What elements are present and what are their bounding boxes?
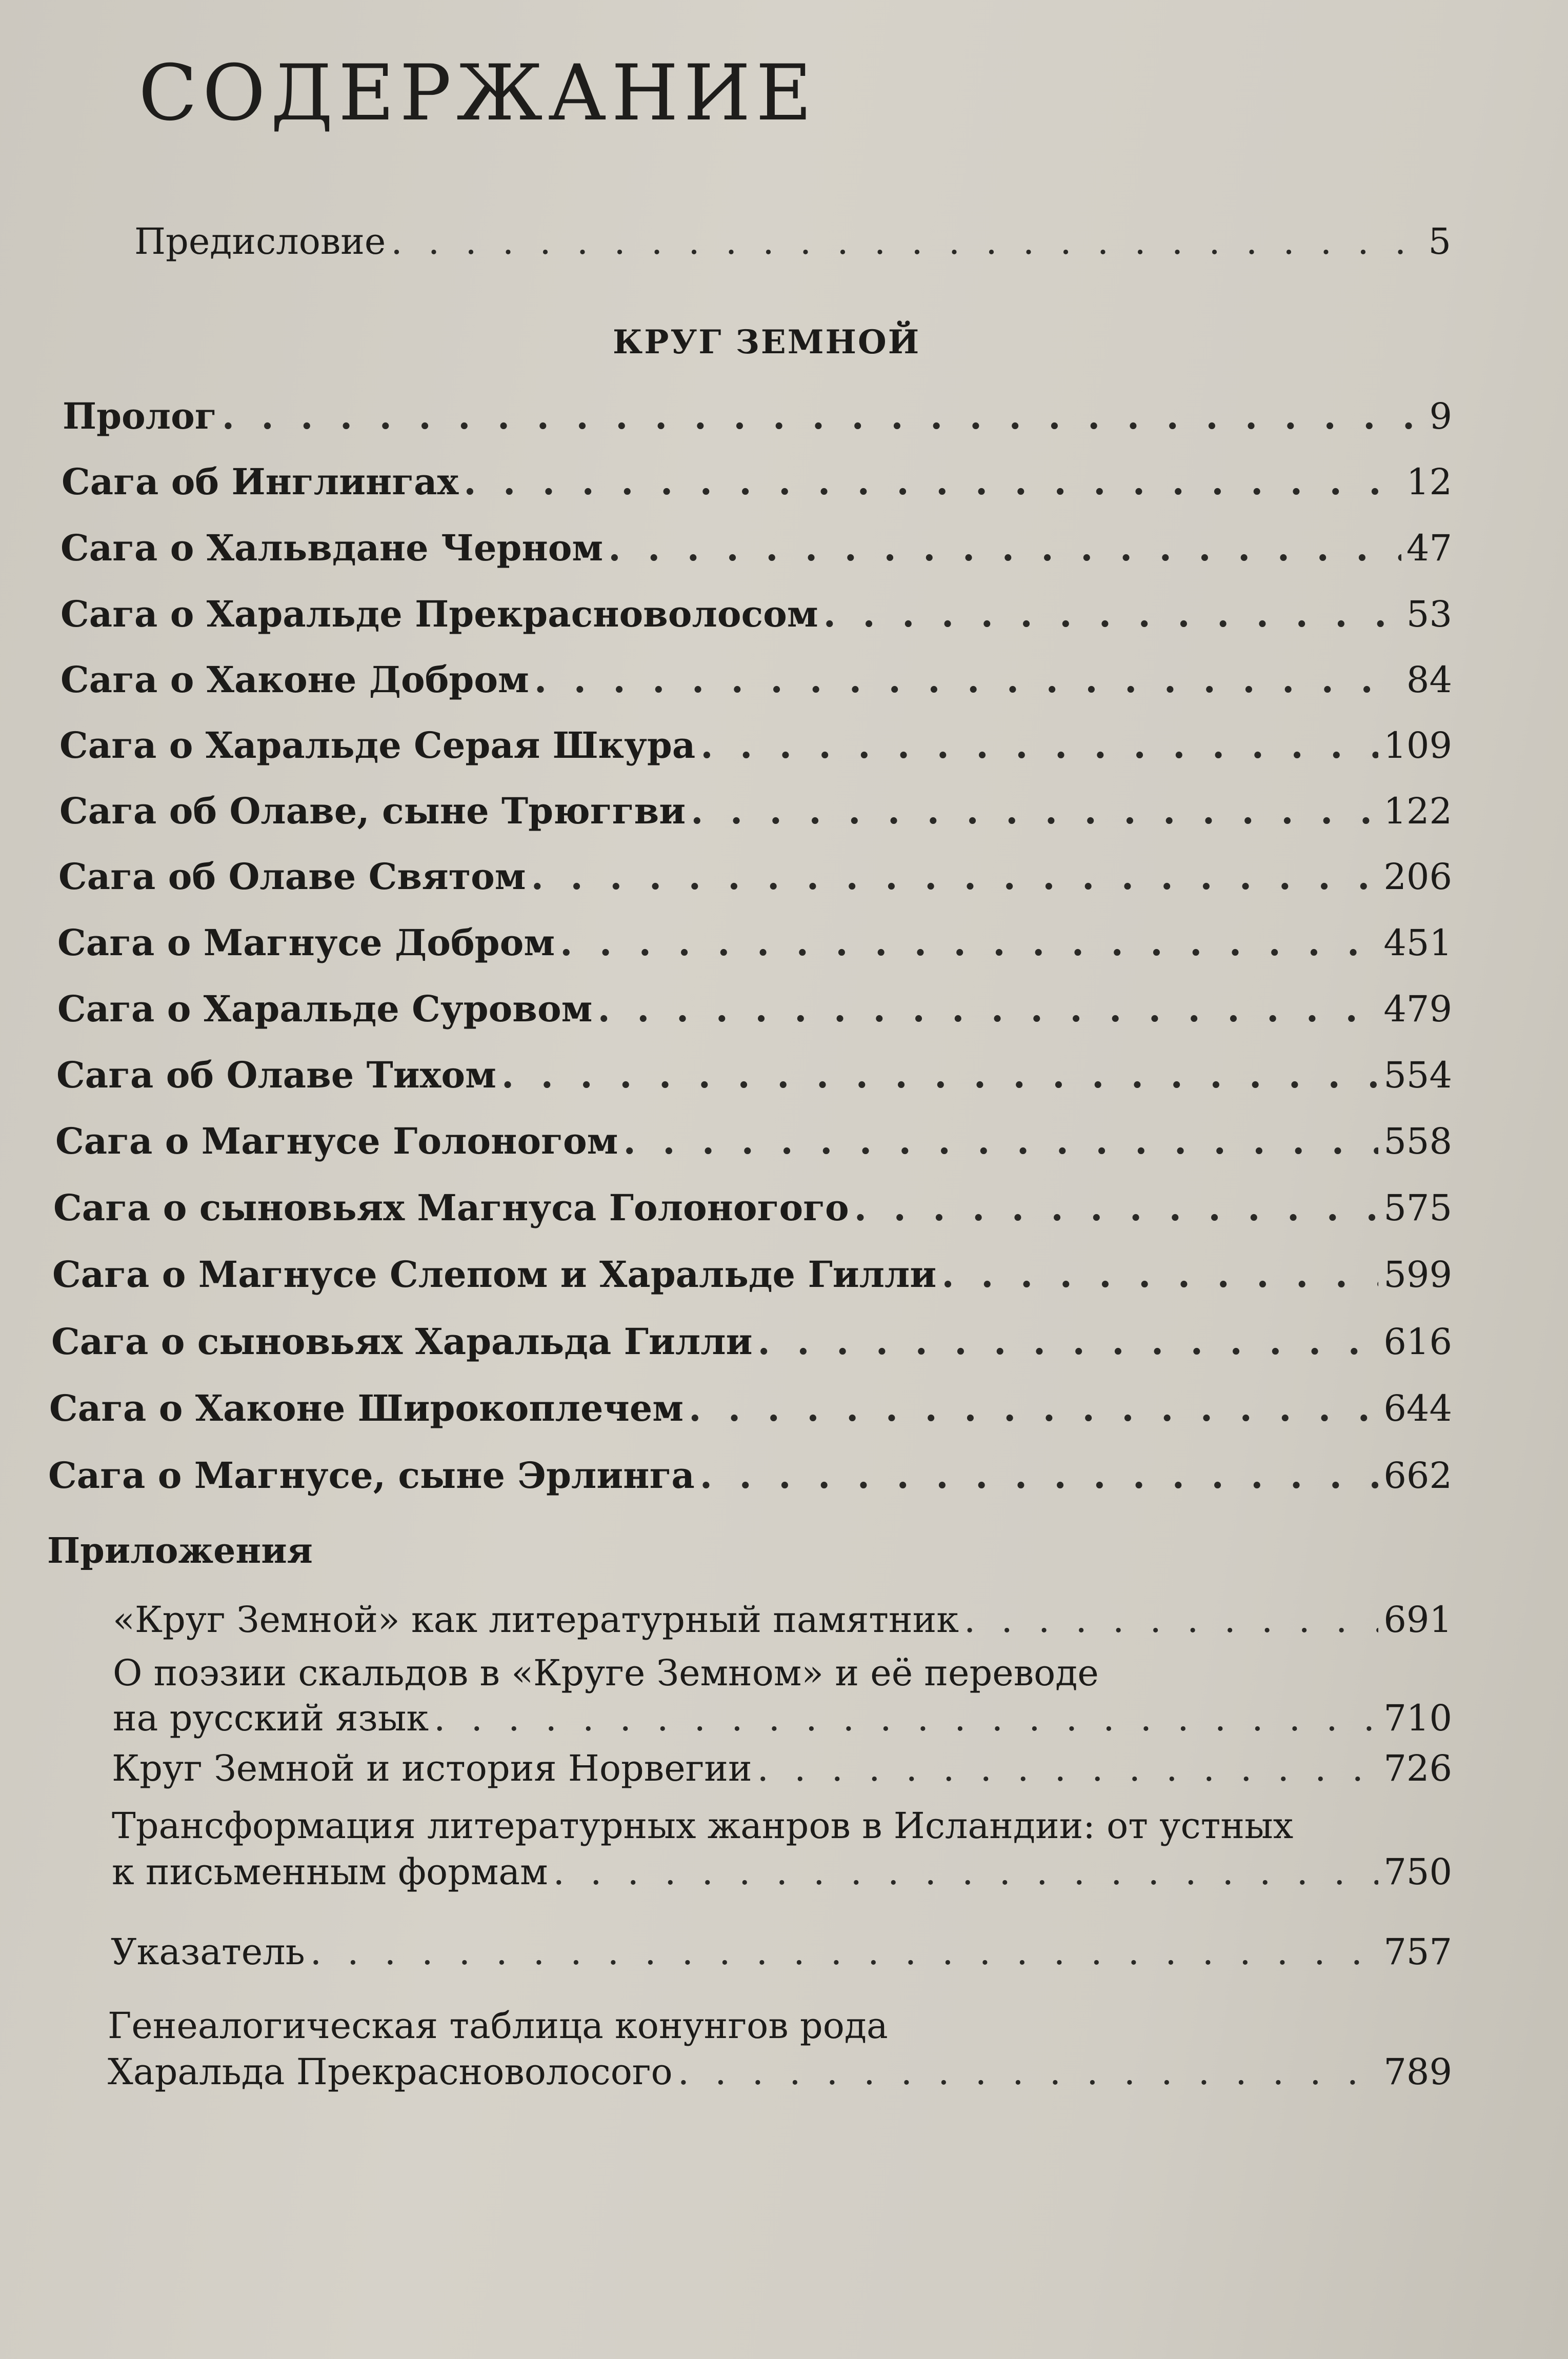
toc-entry-page: 710	[1383, 1697, 1452, 1739]
toc-entry-page: 757	[1383, 1931, 1452, 1973]
toc-entry-label: Харальда Прекрасноволосого	[108, 2051, 673, 2093]
toc-entry-first-line: О поэзии скальдов в «Круге Земном» и её переводе	[113, 1652, 1099, 1694]
toc-entry-label: Сага о Магнусе, сыне Эрлинга	[48, 1454, 695, 1497]
toc-entry-label: Сага об Олаве Тихом	[56, 1054, 496, 1096]
toc-entry[interactable]	[58, 855, 1452, 898]
toc-entry[interactable]	[63, 395, 1452, 437]
toc-entry[interactable]	[49, 1387, 1452, 1429]
toc-entry-page: 5	[1428, 220, 1451, 263]
toc-entry-label: Сага об Олаве Святом	[58, 855, 526, 898]
toc-entry[interactable]	[53, 1186, 1452, 1229]
toc-entry-page: 644	[1383, 1387, 1452, 1429]
toc-entry-label: Сага о Хаконе Добром	[61, 658, 529, 701]
toc-entry-page: 12	[1406, 461, 1452, 503]
leader-dots	[608, 527, 1401, 569]
toc-entry-label: Сага о Магнусе Слепом и Харальде Гилли	[52, 1253, 937, 1296]
leader-dots	[534, 658, 1401, 701]
toc-entry-appendix[interactable]	[113, 1599, 1452, 1641]
toc-entry[interactable]	[55, 1120, 1452, 1162]
toc-entry-preface[interactable]	[134, 220, 1451, 263]
leader-dots	[964, 1599, 1378, 1641]
toc-entry-appendix[interactable]	[113, 1697, 1452, 1739]
toc-entry-page: 53	[1406, 593, 1452, 635]
leader-dots	[464, 460, 1401, 503]
toc-entry-page: 558	[1383, 1120, 1452, 1162]
leader-dots	[689, 1387, 1378, 1429]
appendices-title: Приложения	[47, 1530, 313, 1571]
leader-dots	[531, 855, 1379, 898]
toc-entry-page: 789	[1383, 2051, 1452, 2093]
toc-entry[interactable]	[61, 527, 1452, 569]
toc-entry[interactable]	[52, 1253, 1452, 1296]
leader-dots	[941, 1253, 1378, 1296]
section-title: КРУГ ЗЕМНОЙ	[613, 323, 921, 361]
toc-entry-label: Сага о сыновьях Магнуса Голоногого	[53, 1186, 849, 1229]
toc-entry[interactable]	[61, 658, 1452, 701]
toc-entry-page: 9	[1429, 395, 1452, 437]
toc-entry-label: Сага о Магнусе Добром	[57, 921, 555, 964]
toc-entry-label: Сага о Магнусе Голоногом	[55, 1120, 618, 1162]
toc-entry-label: Сага об Олаве, сыне Трюггви	[59, 790, 686, 832]
toc-entry-page: 451	[1383, 922, 1452, 964]
leader-dots	[553, 1851, 1379, 1893]
toc-entry[interactable]	[48, 1454, 1452, 1497]
leader-dots	[678, 2051, 1379, 2093]
toc-entry-label: Сага о Харальде Прекрасноволосом	[61, 593, 818, 635]
toc-entry-page: 47	[1406, 527, 1452, 569]
toc-entry-appendix[interactable]	[112, 1747, 1452, 1789]
leader-dots	[597, 987, 1378, 1030]
toc-entry-label: Сага о Харальде Суровом	[57, 987, 593, 1030]
toc-entry-label: Сага о Хальвдане Черном	[61, 527, 604, 569]
toc-entry-page: 206	[1383, 856, 1452, 898]
toc-entry-label: к письменным формам	[112, 1851, 548, 1893]
leader-dots	[700, 1454, 1379, 1497]
leader-dots	[310, 1931, 1379, 1973]
toc-entry[interactable]	[61, 593, 1452, 635]
toc-entry-label: Пролог	[63, 395, 217, 437]
page-title: СОДЕРЖАНИЕ	[138, 49, 817, 138]
leader-dots	[691, 790, 1378, 832]
toc-entry-page: 750	[1383, 1851, 1452, 1893]
leader-dots	[823, 593, 1401, 635]
toc-entry-page: 84	[1406, 659, 1452, 701]
leader-dots	[757, 1747, 1379, 1789]
toc-entry[interactable]	[57, 921, 1452, 964]
toc-entry-appendix[interactable]	[111, 1931, 1452, 1973]
toc-entry-first-line: Трансформация литературных жанров в Исландии: от устных	[112, 1805, 1294, 1847]
leader-dots	[854, 1186, 1379, 1229]
toc-entry-label: Указатель	[111, 1931, 305, 1973]
toc-entry[interactable]	[51, 1320, 1452, 1363]
toc-entry[interactable]	[56, 1054, 1452, 1096]
leader-dots	[391, 220, 1423, 263]
toc-entry-appendix[interactable]	[112, 1851, 1452, 1893]
toc-entry-label: на русский язык	[113, 1697, 429, 1739]
toc-entry-page: 616	[1383, 1321, 1452, 1363]
toc-entry-label: Сага об Инглингах	[62, 460, 459, 503]
leader-dots	[700, 724, 1378, 767]
toc-entry-page: 122	[1383, 790, 1452, 832]
leader-dots	[222, 395, 1424, 437]
leader-dots	[434, 1697, 1378, 1739]
toc-entry-page: 109	[1383, 724, 1452, 767]
toc-entry-page: 599	[1383, 1254, 1452, 1296]
toc-entry[interactable]	[59, 724, 1452, 767]
toc-entry-label: Предисловие	[134, 220, 386, 263]
toc-entry-page: 662	[1383, 1455, 1452, 1497]
toc-entry-first-line: Генеалогическая таблица конунгов рода	[108, 2005, 888, 2047]
leader-dots	[501, 1054, 1378, 1096]
toc-entry-page: 554	[1383, 1054, 1452, 1096]
toc-entry[interactable]	[57, 987, 1452, 1030]
toc-entry-appendix[interactable]	[108, 2051, 1452, 2093]
leader-dots	[623, 1120, 1378, 1162]
toc-entry-label: Сага о Харальде Серая Шкура	[59, 724, 696, 767]
toc-entry[interactable]	[59, 790, 1452, 832]
toc-entry-label: Круг Земной и история Норвегии	[112, 1747, 752, 1789]
toc-entry-page: 691	[1383, 1599, 1452, 1641]
toc-entry-label: «Круг Земной» как литературный памятник	[113, 1599, 959, 1641]
toc-entry-page: 726	[1383, 1747, 1452, 1789]
leader-dots	[560, 921, 1378, 964]
toc-entry-page: 479	[1383, 988, 1452, 1030]
toc-entry-label: Сага о Хаконе Широкоплечем	[49, 1387, 684, 1429]
toc-entry-label: Сага о сыновьях Харальда Гилли	[51, 1320, 753, 1363]
toc-entry[interactable]	[62, 460, 1452, 503]
toc-entry-page: 575	[1383, 1187, 1452, 1229]
leader-dots	[758, 1320, 1379, 1363]
